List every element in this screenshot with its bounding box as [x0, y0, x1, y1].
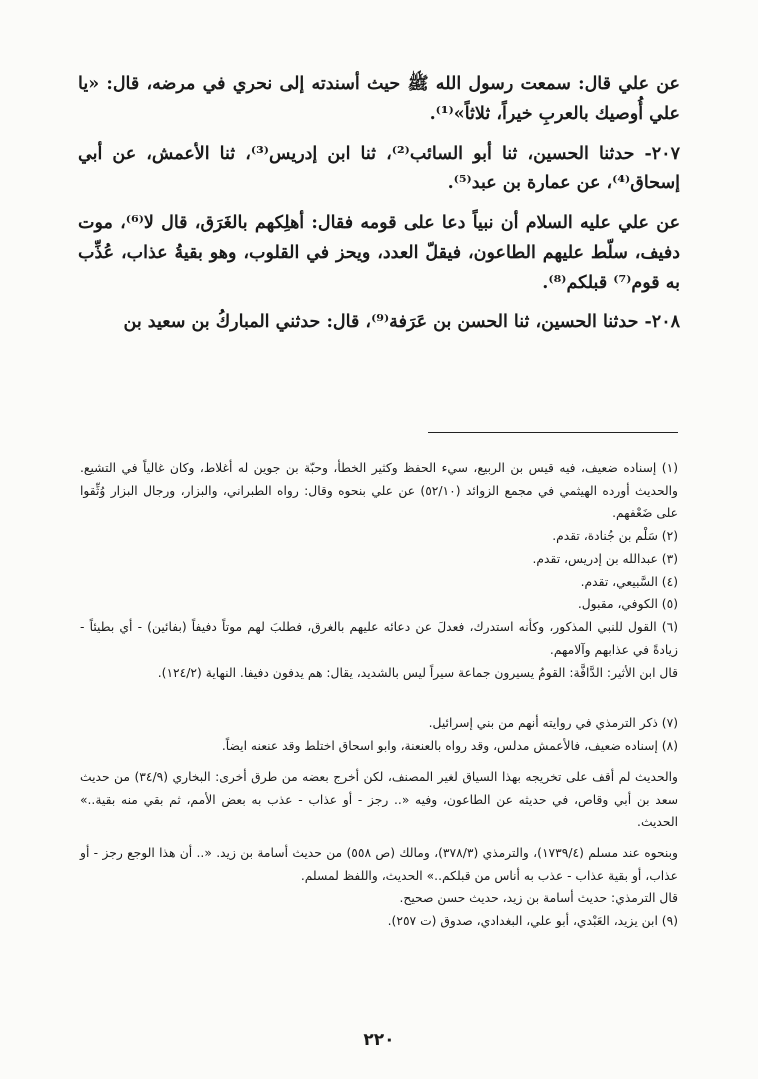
- footnote-8-takhrij: والحديث لم أقف على تخريجه بهذا السياق لغير المصنف، لكن أخرج بعضه من طرق أخرى: البخاري (٣٤/٩) من حديث سعد بن أبي وقاص، في حديثه عن الطاعون، وفيه «.. رجز - أو عذاب - عذب به بعض الأمم، ثم بقي منه بقية..» الحديث.: [80, 769, 679, 830]
- hadith-208-chain: ٢٠٨- حدثنا الحسين، ثنا الحسن بن عَرَفة⁽⁹⁾، قال: حدثني المباركُ بن سعيد بن: [123, 312, 680, 333]
- footnote-7: (٧) ذكر الترمذي في روايته أنهم من بني إسرائيل.: [428, 716, 678, 731]
- page-number: ٢٢٠: [363, 1030, 395, 1050]
- footnote-6-continued: قال ابن الأثير: الدَّافَّة: القومُ يسيرون جماعة سيراً ليس بالشديد، يقال: هم يدفون دفيفا. النهاية (١٢٤/٢).: [157, 665, 678, 680]
- main-text: [78, 70, 680, 348]
- hadith-207-chain: ٢٠٧- حدثنا الحسين، ثنا أبو السائب⁽²⁾، ثنا ابن إدريس⁽³⁾، ثنا الأعمش، عن أبي إسحاق⁽⁴⁾، عن عمارة بن عبد⁽⁵⁾.: [78, 143, 680, 194]
- main-paragraph: عن علي عليه السلام أن نبياً دعا على قومه فقال: أهلِكهم بالغَرَق، قال لا⁽⁶⁾، موت دفيف، سلّط عليهم الطاعون، فيقلّ العدد، ويحز في القلوب، وهو بقيةُ عذاب، عُذِّب به قوم⁽⁷⁾ قبلكم⁽⁸⁾.: [78, 213, 681, 293]
- footnote-8: (٨) إسناده ضعيف، فالأعمش مدلس، وقد رواه بالعنعنة، وابو اسحاق اختلط وقد عنعنه ايضاً.: [221, 739, 678, 754]
- footnote-1: (١) إسناده ضعيف، فيه قيس بن الربيع، سيء الحفظ وكثير الخطأ، وحبّة بن جوين له أغلاط، وكان غالياً في التشيع. والحديث أورده الهيثمي في مجمع الزوائد (٥٢/١٠) عن علي بنحوه وقال: رواه الطبراني، والبزار، ورجال البزار وُثِّقوا على ضَعْفهم.: [80, 461, 678, 521]
- footnote-4: (٤) السَّبيعي، تقدم.: [580, 574, 678, 589]
- main-paragraph: عن علي قال: سمعت رسول الله ﷺ حيث أسندته إلى نحري في مرضه، قال: «يا علي أُوصيك بالعربِ خيراً، ثلاثاً»⁽¹⁾.: [78, 74, 680, 124]
- footnotes: [80, 457, 678, 933]
- footnote-6: (٦) القول للنبي المذكور، وكأنه استدرك، فعدلَ عن دعائه عليهم بالغرق، فطلبَ لهم موتاً دفيفاً (بفائين) - أي بطيئاً - زيادةً في عذابهم وآلامهم.: [80, 620, 678, 657]
- footnote-8-tirmidhi: قال الترمذي: حديث أسامة بن زيد، حديث حسن صحيح.: [399, 891, 678, 906]
- footnote-2: (٢) سَلْم بن جُنادة، تقدم.: [552, 529, 678, 544]
- footnote-9: (٩) ابن يزيد، العَبْدي، أبو علي، البغدادي، صدوق (ت ٢٥٧).: [387, 914, 678, 929]
- footnote-divider: [428, 432, 678, 433]
- footnote-3: (٣) عبدالله بن إدريس، تقدم.: [532, 551, 678, 566]
- footnote-5: (٥) الكوفي، مقبول.: [577, 597, 678, 612]
- footnote-8-muslim: وبنحوه عند مسلم (١٧٣٩/٤)، والترمذي (٣٧٨/٣)، ومالك (ص ٥٥٨) من حديث أسامة بن زيد. «.. أن هذا الوجع رجز - أو عذاب، أو بقية عذاب - عذب به أناس من قبلكم..» الحديث، واللفظ لمسلم.: [80, 846, 678, 883]
